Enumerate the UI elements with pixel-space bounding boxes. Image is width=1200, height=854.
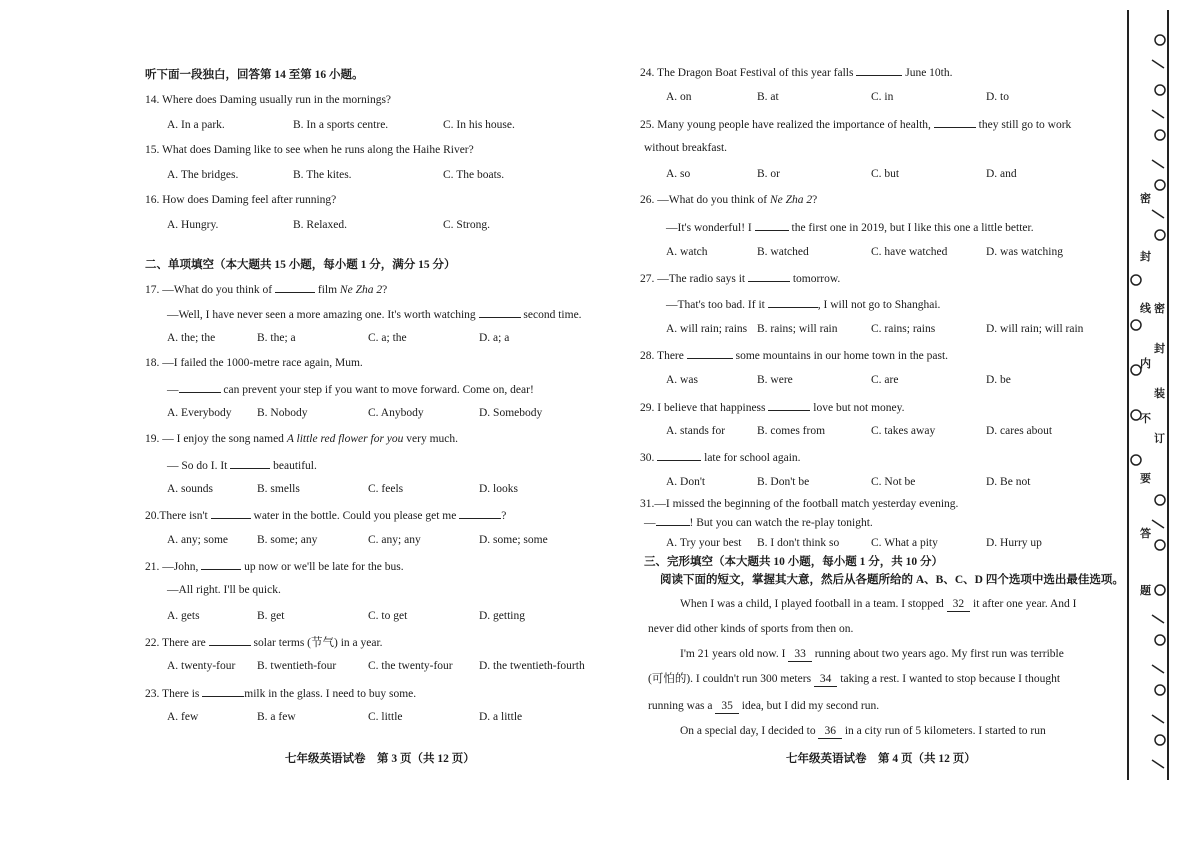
cloze-blank-34[interactable]: 34 bbox=[814, 672, 838, 687]
text: —What do you think of bbox=[657, 194, 768, 206]
option-b[interactable]: B. Relaxed. bbox=[293, 219, 347, 231]
film-title: Ne Zha 2 bbox=[339, 284, 383, 296]
text: There bbox=[657, 350, 684, 362]
question-22 bbox=[145, 634, 383, 650]
binding-dashes bbox=[1152, 60, 1164, 768]
text: milk in the glass. I need to buy some. bbox=[244, 688, 417, 700]
passage-line-6 bbox=[680, 724, 1046, 739]
option-a[interactable]: A. Hungry. bbox=[167, 219, 219, 231]
passage-line-5 bbox=[648, 699, 879, 714]
seal-char-4: 订 bbox=[1154, 433, 1165, 445]
seal-char-2: 封 bbox=[1154, 343, 1165, 355]
option-a[interactable]: A. the; the bbox=[167, 332, 216, 344]
option-b[interactable]: B. watched bbox=[757, 246, 809, 258]
question-number: 25. bbox=[640, 119, 655, 131]
text: On a special day, I decided to bbox=[680, 725, 816, 737]
option-d[interactable]: D. be bbox=[986, 374, 1011, 386]
page-footer: 七年级英语试卷 第 4 页（共 12 页） bbox=[786, 753, 976, 765]
answer-blank[interactable] bbox=[179, 381, 221, 393]
option-c[interactable]: C. feels bbox=[368, 483, 404, 495]
question-number: 27. bbox=[640, 273, 655, 285]
question-23 bbox=[145, 685, 416, 701]
passage-line-3 bbox=[680, 647, 1064, 662]
option-c[interactable]: C. in bbox=[871, 91, 894, 103]
margin-char-5: 不 bbox=[1140, 413, 1151, 425]
answer-blank[interactable] bbox=[856, 64, 902, 76]
text: running about two years ago. My first run was terrible bbox=[814, 648, 1064, 660]
answer-blank[interactable] bbox=[768, 399, 810, 411]
question-number: 23. bbox=[145, 688, 160, 700]
option-c[interactable]: C. rains; rains bbox=[871, 323, 936, 335]
question-14 bbox=[145, 93, 391, 107]
question-number: 16. bbox=[145, 194, 160, 206]
option-a[interactable]: A. so bbox=[666, 168, 691, 180]
question-17-line-1 bbox=[145, 281, 387, 297]
option-c[interactable]: C. takes away bbox=[871, 425, 936, 437]
option-b[interactable]: B. the; a bbox=[257, 332, 296, 344]
answer-blank[interactable] bbox=[479, 306, 521, 318]
margin-char-4: 内 bbox=[1140, 358, 1151, 370]
text: they still go to work bbox=[978, 119, 1072, 131]
text: beautiful. bbox=[273, 460, 317, 472]
option-d[interactable]: D. Be not bbox=[986, 476, 1031, 488]
margin-char-7: 答 bbox=[1140, 528, 1151, 540]
option-c[interactable]: C. little bbox=[368, 711, 403, 723]
option-d[interactable]: D. a; a bbox=[479, 332, 510, 344]
option-a[interactable]: A. In a park. bbox=[167, 119, 225, 131]
answer-blank[interactable] bbox=[755, 219, 789, 231]
question-16 bbox=[145, 193, 336, 207]
text: There are bbox=[162, 637, 206, 649]
cloze-blank-36[interactable]: 36 bbox=[818, 724, 842, 739]
film-title: Ne Zha 2 bbox=[770, 194, 813, 206]
text: ! But you can watch the re-play tonight. bbox=[689, 517, 873, 529]
passage-line-1 bbox=[680, 597, 1077, 612]
text: — bbox=[644, 517, 656, 529]
text: in a city run of 5 kilometers. I started to run bbox=[844, 725, 1046, 737]
option-b[interactable]: B. The kites. bbox=[293, 169, 352, 181]
option-a[interactable]: A. Don't bbox=[666, 476, 706, 488]
option-a[interactable]: A. was bbox=[666, 374, 698, 386]
question-18-line-1 bbox=[145, 356, 363, 370]
seal-char-1: 密 bbox=[1154, 303, 1165, 315]
option-b[interactable]: B. get bbox=[257, 610, 285, 622]
option-c[interactable]: C. Strong. bbox=[443, 219, 490, 231]
question-number: 26. bbox=[640, 194, 655, 206]
text: —What do you think of bbox=[162, 284, 273, 296]
option-d[interactable]: D. some; some bbox=[479, 534, 548, 546]
passage-line-2: never did other kinds of sports from then on. bbox=[648, 623, 854, 635]
option-c[interactable]: C. have watched bbox=[871, 246, 948, 258]
option-b[interactable]: B. smells bbox=[257, 483, 300, 495]
option-a[interactable]: A. watch bbox=[666, 246, 708, 258]
option-d[interactable]: D. and bbox=[986, 168, 1017, 180]
margin-char-8: 题 bbox=[1140, 585, 1151, 597]
option-d[interactable]: D. the twentieth-fourth bbox=[479, 660, 585, 672]
text: can prevent your step if you want to move forward. Come on, dear! bbox=[223, 384, 534, 396]
option-b[interactable]: B. In a sports centre. bbox=[293, 119, 389, 131]
option-c[interactable]: C. the twenty-four bbox=[368, 660, 453, 672]
text: — I enjoy the song named bbox=[162, 433, 284, 445]
seal-char-3: 装 bbox=[1154, 388, 1165, 400]
text: There is bbox=[162, 688, 200, 700]
margin-char-1: 密 bbox=[1140, 193, 1151, 205]
option-d[interactable]: D. looks bbox=[479, 483, 518, 495]
question-number: 15. bbox=[145, 144, 160, 156]
option-b[interactable]: B. Don't be bbox=[757, 476, 810, 488]
text: some mountains in our home town in the past. bbox=[735, 350, 949, 362]
binding-margin bbox=[1118, 0, 1200, 849]
text: I believe that happiness bbox=[657, 402, 766, 414]
text: (可怕的). I couldn't run 300 meters bbox=[648, 673, 812, 685]
text: —The radio says it bbox=[657, 273, 746, 285]
question-number: 28. bbox=[640, 350, 655, 362]
text: taking a rest. I wanted to stop because I thought bbox=[840, 673, 1061, 685]
cloze-blank-32[interactable]: 32 bbox=[947, 597, 971, 612]
option-a[interactable]: A. twenty-four bbox=[167, 660, 236, 672]
answer-blank[interactable] bbox=[687, 347, 733, 359]
option-c[interactable]: C. a; the bbox=[368, 332, 407, 344]
answer-blank[interactable] bbox=[657, 449, 701, 461]
option-a[interactable]: A. Everybody bbox=[167, 407, 232, 419]
option-c[interactable]: C. What a pity bbox=[871, 537, 938, 549]
question-15 bbox=[145, 143, 474, 157]
text: ? bbox=[812, 194, 818, 206]
text: There isn't bbox=[159, 510, 208, 522]
question-number: 14. bbox=[145, 94, 160, 106]
option-a[interactable]: A. gets bbox=[167, 610, 200, 622]
option-d[interactable]: D. Somebody bbox=[479, 407, 543, 419]
text: it after one year. And I bbox=[973, 598, 1077, 610]
option-a[interactable]: A. on bbox=[666, 91, 692, 103]
question-25-line-2: without breakfast. bbox=[644, 142, 728, 154]
question-number: 21. bbox=[145, 561, 160, 573]
answer-blank[interactable] bbox=[211, 507, 251, 519]
margin-char-3: 线 bbox=[1140, 303, 1151, 315]
answer-blank[interactable] bbox=[934, 116, 976, 128]
question-25-line-1 bbox=[640, 116, 1071, 132]
margin-char-2: 封 bbox=[1140, 251, 1151, 263]
question-number: 19. bbox=[145, 433, 160, 445]
question-31-line-2 bbox=[644, 514, 873, 530]
section-2-title: 二、单项填空（本大题共 15 小题，每小题 1 分，满分 15 分） bbox=[145, 259, 456, 271]
answer-blank[interactable] bbox=[768, 296, 818, 308]
option-a[interactable]: A. will rain; rains bbox=[666, 323, 748, 335]
text: the first one in 2019, but I like this one a little better. bbox=[791, 222, 1034, 234]
option-c[interactable]: C. to get bbox=[368, 610, 408, 622]
question-stem: Where does Daming usually run in the mornings? bbox=[162, 94, 392, 106]
section-3-title: 三、完形填空（本大题共 10 小题，每小题 1 分，共 10 分） bbox=[644, 556, 943, 568]
text: water in the bottle. Could you please get me bbox=[253, 510, 457, 522]
question-18-line-2 bbox=[167, 381, 534, 397]
question-number: 30. bbox=[640, 452, 655, 464]
question-31-line-1 bbox=[640, 497, 958, 511]
option-c[interactable]: C. are bbox=[871, 374, 899, 386]
cloze-blank-33[interactable]: 33 bbox=[788, 647, 812, 662]
option-a[interactable]: A. Try your best bbox=[666, 537, 742, 549]
text: —I failed the 1000-metre race again, Mum. bbox=[162, 357, 363, 369]
text: , I will not go to Shanghai. bbox=[817, 299, 941, 311]
option-a[interactable]: A. The bridges. bbox=[167, 169, 239, 181]
text: solar terms (节气) in a year. bbox=[253, 637, 383, 649]
question-19-line-2 bbox=[167, 457, 317, 473]
text: —Well, I have never seen a more amazing one. It's worth watching bbox=[167, 309, 476, 321]
listening-intro: 听下面一段独白，回答第 14 至第 16 小题。 bbox=[145, 69, 364, 81]
answer-blank[interactable] bbox=[748, 270, 790, 282]
page-footer: 七年级英语试卷 第 3 页（共 12 页） bbox=[285, 753, 475, 765]
question-28 bbox=[640, 347, 948, 363]
question-number: 24. bbox=[640, 67, 655, 79]
song-title: A little red flower for you bbox=[286, 433, 404, 445]
text: When I was a child, I played football in a team. I stopped bbox=[680, 598, 944, 610]
question-30 bbox=[640, 449, 801, 465]
answer-blank[interactable] bbox=[459, 507, 501, 519]
option-c[interactable]: C. any; any bbox=[368, 534, 421, 546]
option-b[interactable]: B. Nobody bbox=[257, 407, 308, 419]
text: — So do I. It bbox=[167, 460, 228, 472]
section-3-instructions: 阅读下面的短文，掌握其大意，然后从各题所给的 A、B、C、D 四个选项中选出最佳选项。 bbox=[660, 574, 1124, 586]
option-a[interactable]: A. stands for bbox=[666, 425, 726, 437]
question-29 bbox=[640, 399, 905, 415]
option-d[interactable]: D. a little bbox=[479, 711, 523, 723]
question-stem: What does Daming like to see when he runs along the Haihe River? bbox=[162, 144, 474, 156]
option-b[interactable]: B. or bbox=[757, 168, 780, 180]
binding-line-art bbox=[1118, 0, 1200, 849]
option-a[interactable]: A. few bbox=[167, 711, 199, 723]
question-number: 22. bbox=[145, 637, 160, 649]
text: —John, bbox=[162, 561, 199, 573]
answer-blank[interactable] bbox=[201, 558, 241, 570]
cloze-blank-35[interactable]: 35 bbox=[715, 699, 739, 714]
question-number: 18. bbox=[145, 357, 160, 369]
option-b[interactable]: B. were bbox=[757, 374, 793, 386]
text: very much. bbox=[406, 433, 459, 445]
question-26-line-2 bbox=[666, 219, 1034, 235]
answer-blank[interactable] bbox=[209, 634, 251, 646]
question-19-line-1 bbox=[145, 432, 458, 446]
margin-char-6: 要 bbox=[1140, 473, 1151, 485]
option-b[interactable]: B. at bbox=[757, 91, 779, 103]
question-24 bbox=[640, 64, 953, 80]
option-b[interactable]: B. twentieth-four bbox=[257, 660, 337, 672]
text: I'm 21 years old now. I bbox=[680, 648, 786, 660]
answer-blank[interactable] bbox=[230, 457, 270, 469]
question-26-line-1 bbox=[640, 193, 817, 207]
question-number: 29. bbox=[640, 402, 655, 414]
text: —It's wonderful! I bbox=[666, 222, 752, 234]
question-number: 31. bbox=[640, 498, 655, 510]
option-b[interactable]: B. I don't think so bbox=[757, 537, 840, 549]
text: up now or we'll be late for the bus. bbox=[244, 561, 404, 573]
question-21-line-1 bbox=[145, 558, 404, 574]
text: idea, but I did my second run. bbox=[741, 700, 880, 712]
option-c[interactable]: C. Anybody bbox=[368, 407, 424, 419]
text: — bbox=[167, 384, 179, 396]
option-d[interactable]: D. Hurry up bbox=[986, 537, 1042, 549]
text: love but not money. bbox=[813, 402, 905, 414]
option-c[interactable]: C. Not be bbox=[871, 476, 916, 488]
text: late for school again. bbox=[704, 452, 801, 464]
answer-blank[interactable] bbox=[656, 514, 690, 526]
option-b[interactable]: B. a few bbox=[257, 711, 296, 723]
answer-blank[interactable] bbox=[202, 685, 244, 697]
option-c[interactable]: C. The boats. bbox=[443, 169, 505, 181]
option-a[interactable]: A. sounds bbox=[167, 483, 214, 495]
question-17-line-2 bbox=[167, 306, 582, 322]
option-d[interactable]: D. cares about bbox=[986, 425, 1053, 437]
option-b[interactable]: B. some; any bbox=[257, 534, 318, 546]
option-d[interactable]: D. getting bbox=[479, 610, 525, 622]
text: —That's too bad. If it bbox=[666, 299, 765, 311]
option-d[interactable]: D. will rain; will rain bbox=[986, 323, 1084, 335]
answer-blank[interactable] bbox=[275, 281, 315, 293]
option-d[interactable]: D. was watching bbox=[986, 246, 1063, 258]
option-a[interactable]: A. any; some bbox=[167, 534, 229, 546]
text: The Dragon Boat Festival of this year falls bbox=[657, 67, 854, 79]
question-stem: How does Daming feel after running? bbox=[162, 194, 337, 206]
passage-line-4 bbox=[648, 672, 1060, 687]
text: ? bbox=[501, 510, 507, 522]
question-20 bbox=[145, 507, 506, 523]
option-c[interactable]: C. but bbox=[871, 168, 900, 180]
text: tomorrow. bbox=[792, 273, 841, 285]
text: Many young people have realized the importance of health, bbox=[657, 119, 931, 131]
option-d[interactable]: D. to bbox=[986, 91, 1009, 103]
option-c[interactable]: C. In his house. bbox=[443, 119, 515, 131]
option-b[interactable]: B. comes from bbox=[757, 425, 826, 437]
text: ? bbox=[382, 284, 388, 296]
text: running was a bbox=[648, 700, 713, 712]
question-number: 17. bbox=[145, 284, 160, 296]
text: June 10th. bbox=[905, 67, 953, 79]
question-27-line-2 bbox=[666, 296, 940, 312]
question-number: 20. bbox=[145, 510, 160, 522]
text: film bbox=[317, 284, 338, 296]
text: second time. bbox=[523, 309, 582, 321]
text: —I missed the beginning of the football match yesterday evening. bbox=[654, 498, 959, 510]
question-21-line-2: —All right. I'll be quick. bbox=[167, 584, 281, 596]
question-27-line-1 bbox=[640, 270, 840, 286]
option-b[interactable]: B. rains; will rain bbox=[757, 323, 838, 335]
